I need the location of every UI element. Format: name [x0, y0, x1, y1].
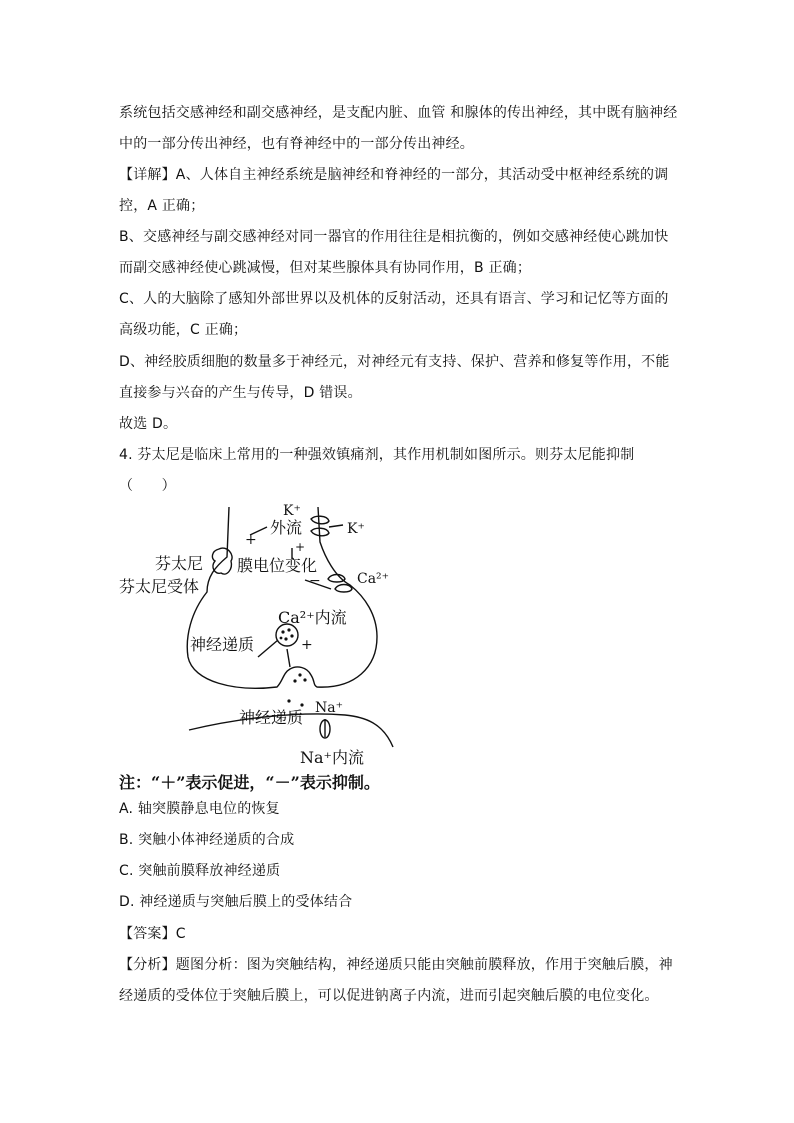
analysis-line-2: 经递质的受体位于突触后膜上，可以促进钠离子内流，进而引起突触后膜的电位变化。 — [119, 988, 659, 1004]
label-plus-1: + — [245, 532, 257, 548]
label-ca-inflow: Ca²⁺内流 — [278, 608, 347, 627]
label-ca: Ca²⁺ — [357, 571, 390, 587]
option-b: B. 突触小体神经递质的合成 — [119, 832, 295, 848]
label-plus-2: + — [295, 540, 306, 554]
label-outflow: 外流 — [270, 518, 303, 537]
line-detail-d1: D、神经胶质细胞的数量多于神经元，对神经元有支持、保护、营养和修复等作用，不能 — [119, 354, 670, 370]
label-na-inflow: Na⁺内流 — [300, 748, 364, 767]
label-transmitter-1: 神经递质 — [190, 635, 255, 654]
line-detail-d2: 直接参与兴奋的产生与传导，D 错误。 — [119, 385, 362, 401]
label-membrane-change: 膜电位变化 — [237, 556, 318, 575]
line-detail-a2: 控，A 正确； — [119, 198, 205, 214]
label-k-right: K⁺ — [347, 521, 365, 537]
label-k-top: K⁺ — [283, 503, 301, 519]
answer-label: 【答案】C — [119, 926, 186, 942]
synapse-diagram — [115, 497, 415, 772]
label-receptor: 芬太尼受体 — [119, 577, 200, 596]
synaptic-vesicle — [276, 624, 298, 646]
question-stem-2: （ ） — [119, 478, 176, 494]
option-a: A. 轴突膜静息电位的恢复 — [119, 801, 280, 817]
label-transmitter-2: 神经递质 — [239, 708, 304, 727]
line-intro-1: 系统包括交感神经和副交感神经，是支配内脏、血管 和腺体的传出神经，其中既有脑神经 — [119, 105, 678, 121]
line-detail-b1: B、交感神经与副交感神经对同一器官的作用往往是相抗衡的，例如交感神经使心跳加快 — [119, 229, 669, 245]
label-plus-3: + — [301, 637, 313, 653]
line-detail-a1: 【详解】A、人体自主神经系统是脑神经和脊神经的一部分，其活动受中枢神经系统的调 — [119, 167, 669, 183]
diagram-note: 注：“＋”表示促进，“－”表示抑制。 — [119, 773, 380, 792]
label-na: Na⁺ — [315, 700, 343, 716]
line-detail-c1: C、人的大脑除了感知外部世界以及机体的反射活动，还具有语言、学习和记忆等方面的 — [119, 291, 669, 307]
line-detail-b2: 而副交感神经使心跳减慢，但对某些腺体具有协同作用，B 正确； — [119, 260, 532, 276]
question-stem-1: 4. 芬太尼是临床上常用的一种强效镇痛剂，其作用机制如图所示。则芬太尼能抑制 — [119, 447, 635, 463]
analysis-line-1: 【分析】题图分析：图为突触结构，神经递质只能由突触前膜释放，作用于突触后膜，神 — [119, 957, 673, 973]
line-conclusion: 故选 D。 — [119, 416, 178, 432]
label-fentanyl: 芬太尼 — [155, 554, 204, 573]
line-intro-2: 中的一部分传出神经，也有脊神经中的一部分传出神经。 — [119, 136, 474, 152]
option-d: D. 神经递质与突触后膜上的受体结合 — [119, 894, 353, 910]
option-c: C. 突触前膜释放神经递质 — [119, 863, 281, 879]
line-detail-c2: 高级功能，C 正确； — [119, 322, 248, 338]
label-minus: − — [309, 573, 321, 589]
